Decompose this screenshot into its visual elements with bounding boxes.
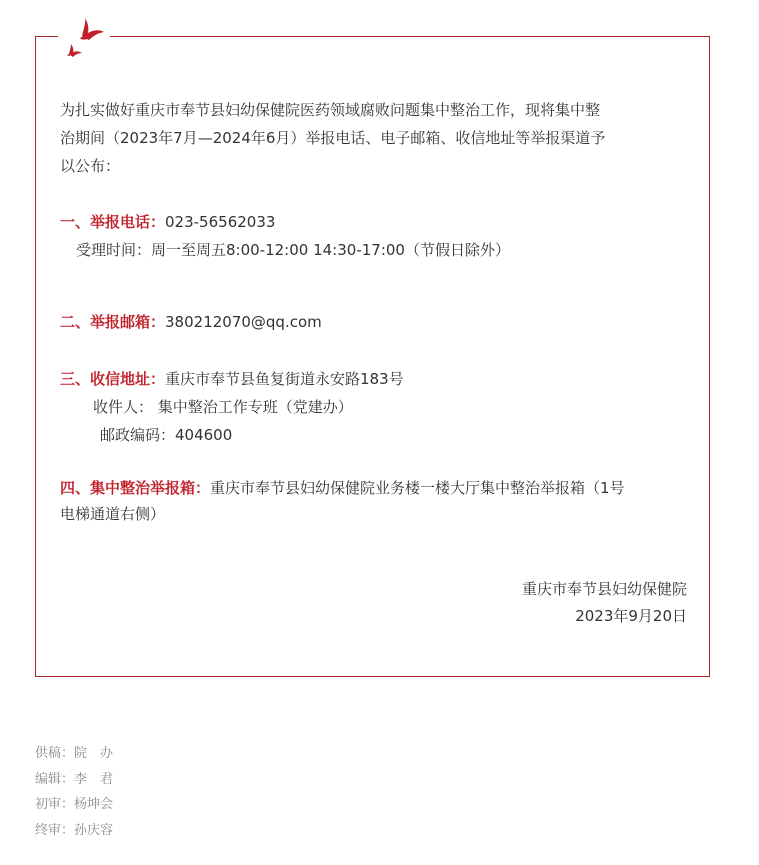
signature-date: 2023年9月20日 bbox=[575, 607, 687, 625]
report-box-value: 重庆市奉节县妇幼保健院业务楼一楼大厅集中整治举报箱（1号 bbox=[210, 479, 625, 497]
email-item bbox=[60, 308, 322, 336]
report-box-line-2: 电梯通道右侧） bbox=[60, 505, 166, 523]
address-item bbox=[60, 365, 404, 393]
credit-first-review: 初审：杨坤会 bbox=[35, 797, 114, 812]
phone-item bbox=[60, 208, 275, 236]
credit-editor: 编辑：李 君 bbox=[35, 771, 114, 787]
phone-label: 一、举报电话： bbox=[60, 213, 166, 231]
address-postcode: 邮政编码：404600 bbox=[100, 426, 233, 444]
address-recipient: 收件人： 集中整治工作专班（党建办） bbox=[93, 398, 353, 416]
phone-hours: 受理时间：周一至周五8:00-12:00 14:30-17:00（节假日除外） bbox=[76, 241, 510, 259]
credit-final-review: 终审：孙庆容 bbox=[35, 822, 114, 838]
intro-line-2: 治期间（2023年7月—2024年6月）举报电话、电子邮箱、收信地址等举报渠道予 bbox=[60, 129, 606, 147]
report-box-label: 四、集中整治举报箱： bbox=[60, 479, 211, 497]
intro-line-3: 以公布： bbox=[60, 157, 121, 175]
address-label: 三、收信地址： bbox=[60, 370, 166, 388]
credit-contributor: 供稿：院 办 bbox=[35, 746, 114, 761]
email-value: 380212070@qq.com bbox=[165, 313, 322, 331]
address-value: 重庆市奉节县鱼复街道永安路183号 bbox=[165, 370, 404, 388]
phone-value: 023-56562033 bbox=[165, 213, 276, 231]
red-birds-icon bbox=[60, 16, 110, 62]
signature-org: 重庆市奉节县妇幼保健院 bbox=[521, 580, 687, 598]
intro-line-1: 为扎实做好重庆市奉节县妇幼保健院医药领域腐败问题集中整治工作，现将集中整 bbox=[60, 101, 601, 119]
email-label: 二、举报邮箱： bbox=[60, 313, 166, 331]
report-box-item bbox=[60, 474, 625, 502]
credits bbox=[35, 741, 113, 843]
